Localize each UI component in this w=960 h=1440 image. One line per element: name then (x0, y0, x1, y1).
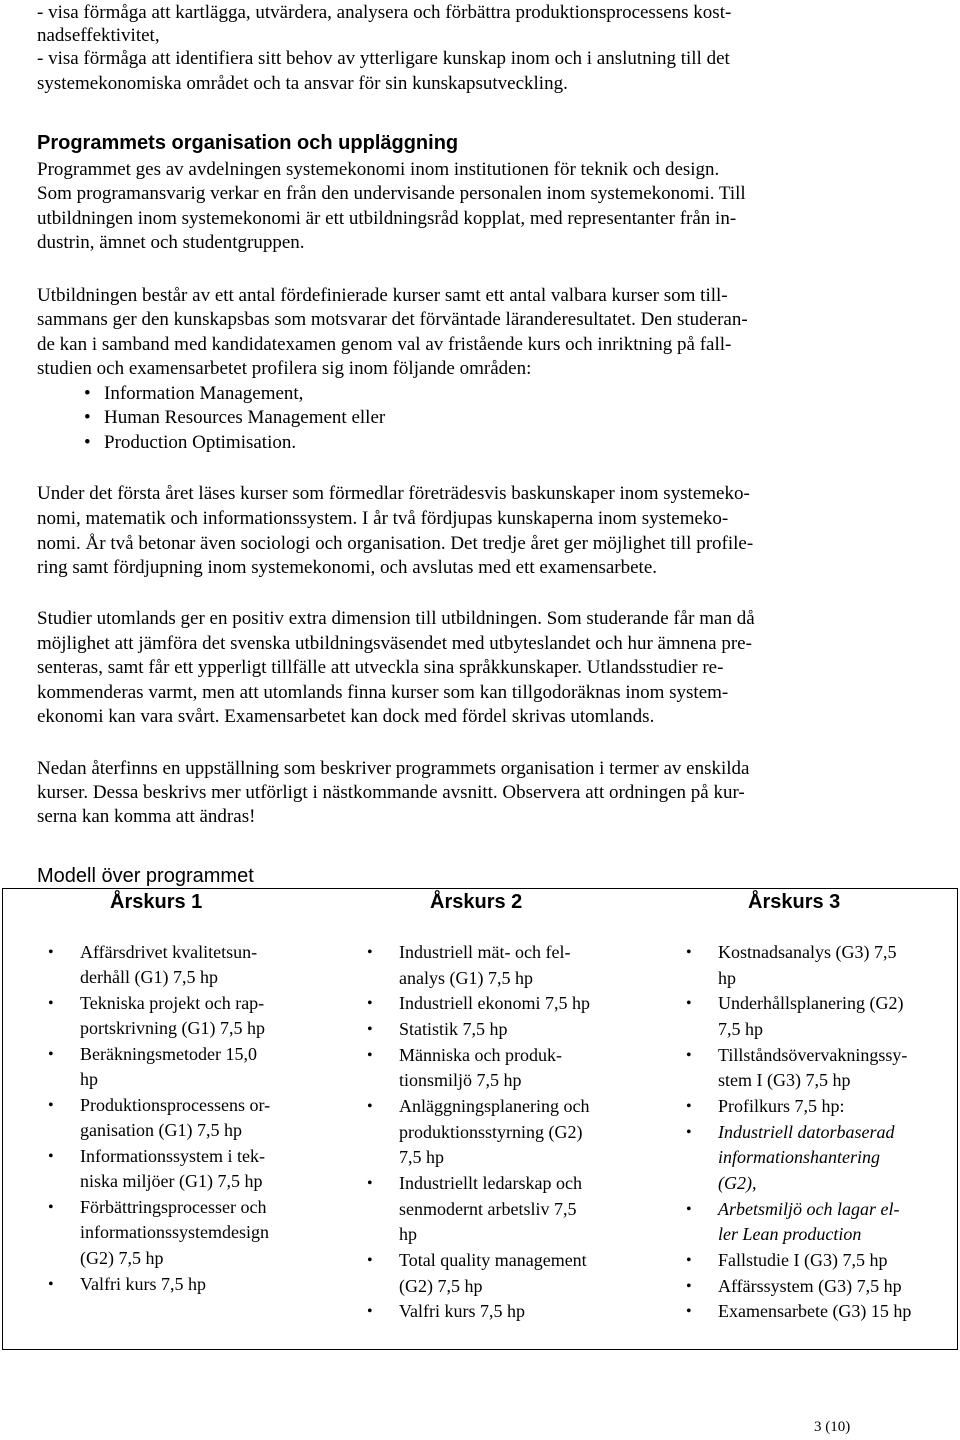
bullet-icon: • (686, 1047, 692, 1064)
course-line: ganisation (G1) 7,5 hp (80, 1120, 242, 1140)
course-line: informationssystemdesign (80, 1222, 269, 1242)
text-line: systemekonomiska området och ta ansvar för sin kunskapsutveckling. (37, 73, 568, 94)
text-line: utbildningen inom systemekonomi är ett utbildningsråd kopplat, med representanter från in- (37, 208, 737, 229)
course-line: niska miljöer (G1) 7,5 hp (80, 1171, 263, 1191)
course-line: Arbetsmiljö och lagar el- (718, 1199, 900, 1219)
text-line: sammans ger den kunskapsbas som motsvarar det förväntade läranderesultatet. Den studeran- (37, 309, 748, 330)
course-line: Affärsdrivet kvalitetsun- (80, 942, 258, 962)
bullet-icon: • (686, 1201, 692, 1218)
course-line: Informationssystem i tek- (80, 1146, 265, 1166)
text-line: ekonomi kan vara svårt. Examensarbetet kan dock med fördel skrivas utomlands. (37, 706, 655, 727)
bullet-icon: • (367, 1303, 373, 1320)
text-line: kurser. Dessa beskrivs mer utförligt i nästkommande avsnitt. Observera att ordningen på kur- (37, 782, 745, 803)
text-line: nomi, matematik och informationssystem. I år två fördjupas kunskaperna inom systemeko- (37, 508, 729, 529)
bullet-text: Production Optimisation. (104, 432, 297, 453)
bullet-icon: • (686, 1278, 692, 1295)
course-line: Förbättringsprocesser och (80, 1197, 267, 1217)
text-line: nadseffektivitet, (37, 25, 160, 46)
course-line: hp (399, 1224, 417, 1244)
table-border-left (2, 889, 3, 1349)
section-heading: Programmets organisation och uppläggning (37, 132, 459, 154)
bullet-text: Information Management, (104, 383, 304, 404)
course-line: produktionsstyrning (G2) (399, 1122, 583, 1142)
course-line: Industriell datorbaserad (718, 1122, 895, 1142)
course-line: Tillståndsövervakningssy- (718, 1045, 908, 1065)
course-line: 7,5 hp (399, 1147, 444, 1167)
bullet-icon: • (367, 995, 373, 1012)
course-line: Industriell mät- och fel- (399, 942, 571, 962)
text-line: Utbildningen består av ett antal fördefinierade kurser samt ett antal valbara kurser som till- (37, 285, 728, 306)
course-line: Produktionsprocessens or- (80, 1095, 271, 1115)
text-line: ring samt fördjupning inom systemekonomi, och avslutas med ett examensarbete. (37, 557, 658, 578)
course-line: Valfri kurs 7,5 hp (80, 1274, 206, 1294)
text-line: kommenderas varmt, men att utomlands finna kurser som kan tillgodoräknas inom system- (37, 682, 729, 703)
course-line: (G2), (718, 1173, 757, 1193)
bullet-icon: • (84, 432, 91, 453)
course-line: Statistik 7,5 hp (399, 1019, 508, 1039)
page-number: 3 (10) (814, 1419, 851, 1435)
bullet-icon: • (686, 1252, 692, 1269)
text-line: Studier utomlands ger en positiv extra dimension till utbildningen. Som studerande får man då (37, 608, 755, 629)
bullet-icon: • (367, 1047, 373, 1064)
course-line: stem I (G3) 7,5 hp (718, 1070, 851, 1090)
course-line: 7,5 hp (718, 1019, 763, 1039)
course-line: Profilkurs 7,5 hp: (718, 1096, 845, 1116)
course-line: informationshantering (718, 1147, 881, 1167)
bullet-icon: • (686, 1124, 692, 1141)
course-line: tionsmiljö 7,5 hp (399, 1070, 522, 1090)
course-line: senmodernt arbetsliv 7,5 (399, 1199, 577, 1219)
course-line: Människa och produk- (399, 1045, 562, 1065)
course-line: portskrivning (G1) 7,5 hp (80, 1018, 265, 1038)
text-line: Programmet ges av avdelningen systemekonomi inom institutionen för teknik och design. (37, 159, 720, 180)
course-line: Underhållsplanering (G2) (718, 993, 904, 1013)
bullet-icon: • (367, 1098, 373, 1115)
course-line: analys (G1) 7,5 hp (399, 968, 533, 988)
text-line: studien och examensarbetet profilera sig inom följande områden: (37, 358, 532, 379)
text-line: dustrin, ämnet och studentgruppen. (37, 232, 305, 253)
bullet-icon: • (686, 944, 692, 961)
course-line: Industriell ekonomi 7,5 hp (399, 993, 590, 1013)
text-line: - visa förmåga att kartlägga, utvärdera, analysera och förbättra produktionsprocessens kost- (37, 2, 732, 23)
course-line: Kostnadsanalys (G3) 7,5 (718, 942, 897, 962)
text-line: Som programansvarig verkar en från den undervisande personalen inom systemekonomi. Till (37, 183, 746, 204)
bullet-icon: • (686, 995, 692, 1012)
bullet-item (84, 430, 297, 456)
course-line: Beräkningsmetoder 15,0 (80, 1044, 257, 1064)
course-line: Valfri kurs 7,5 hp (399, 1301, 525, 1321)
text-line: senteras, samt får ett ypperligt tillfälle att utveckla sina språkkunskaper. Utlandsstudier re- (37, 657, 724, 678)
course-line: ler Lean production (718, 1224, 862, 1244)
course-line: (G2) 7,5 hp (399, 1276, 483, 1296)
text-line: Nedan återfinns en uppställning som beskriver programmets organisation i termer av enskilda (37, 758, 750, 779)
text-line: Under det första året läses kurser som förmedlar företrädesvis baskunskaper inom systemeko- (37, 483, 750, 504)
course-line: Affärssystem (G3) 7,5 hp (718, 1276, 902, 1296)
bullet-icon: • (84, 407, 91, 428)
bullet-icon: • (48, 995, 54, 1012)
table-border-right (957, 889, 958, 1349)
bullet-icon: • (367, 1252, 373, 1269)
bullet-icon: • (48, 1148, 54, 1165)
bullet-icon: • (686, 1098, 692, 1115)
course-line: Tekniska projekt och rap- (80, 993, 265, 1013)
bullet-icon: • (48, 1046, 54, 1063)
bullet-icon: • (48, 1097, 54, 1114)
bullet-icon: • (48, 1276, 54, 1293)
bullet-item (84, 381, 304, 407)
column-heading: Årskurs 3 (748, 891, 841, 913)
bullet-icon: • (367, 1021, 373, 1038)
course-line: derhåll (G1) 7,5 hp (80, 967, 218, 987)
course-line: hp (80, 1069, 98, 1089)
text-line: möjlighet att jämföra det svenska utbildningsväsendet med utbyteslandet och hur ämnena pre- (37, 633, 752, 654)
bullet-icon: • (367, 1175, 373, 1192)
course-line: Fallstudie I (G3) 7,5 hp (718, 1250, 888, 1270)
text-line: nomi. År två betonar även sociologi och organisation. Det tredje året ger möjlighet till profile- (37, 533, 754, 554)
course-line: Examensarbete (G3) 15 hp (718, 1301, 912, 1321)
text-line: serna kan komma att ändras! (37, 806, 256, 827)
bullet-icon: • (84, 383, 91, 404)
bullet-icon: • (367, 944, 373, 961)
text-line: - visa förmåga att identifiera sitt behov av ytterligare kunskap inom och i anslutning till det (37, 48, 730, 69)
course-line: (G2) 7,5 hp (80, 1248, 164, 1268)
course-line: Anläggningsplanering och (399, 1096, 590, 1116)
bullet-icon: • (48, 944, 54, 961)
model-title: Modell över programmet (37, 865, 254, 887)
text-line: de kan i samband med kandidatexamen genom val av fristående kurs och inriktning på fall- (37, 334, 732, 355)
column-heading: Årskurs 2 (430, 891, 523, 913)
course-line: Total quality management (399, 1250, 587, 1270)
bullet-icon: • (686, 1303, 692, 1320)
column-heading: Årskurs 1 (110, 891, 203, 913)
course-line: Industriellt ledarskap och (399, 1173, 582, 1193)
bullet-icon: • (48, 1199, 54, 1216)
course-line: hp (718, 968, 736, 988)
program-model-table (2, 888, 958, 1350)
bullet-text: Human Resources Management eller (104, 407, 386, 428)
bullet-item (84, 405, 386, 431)
